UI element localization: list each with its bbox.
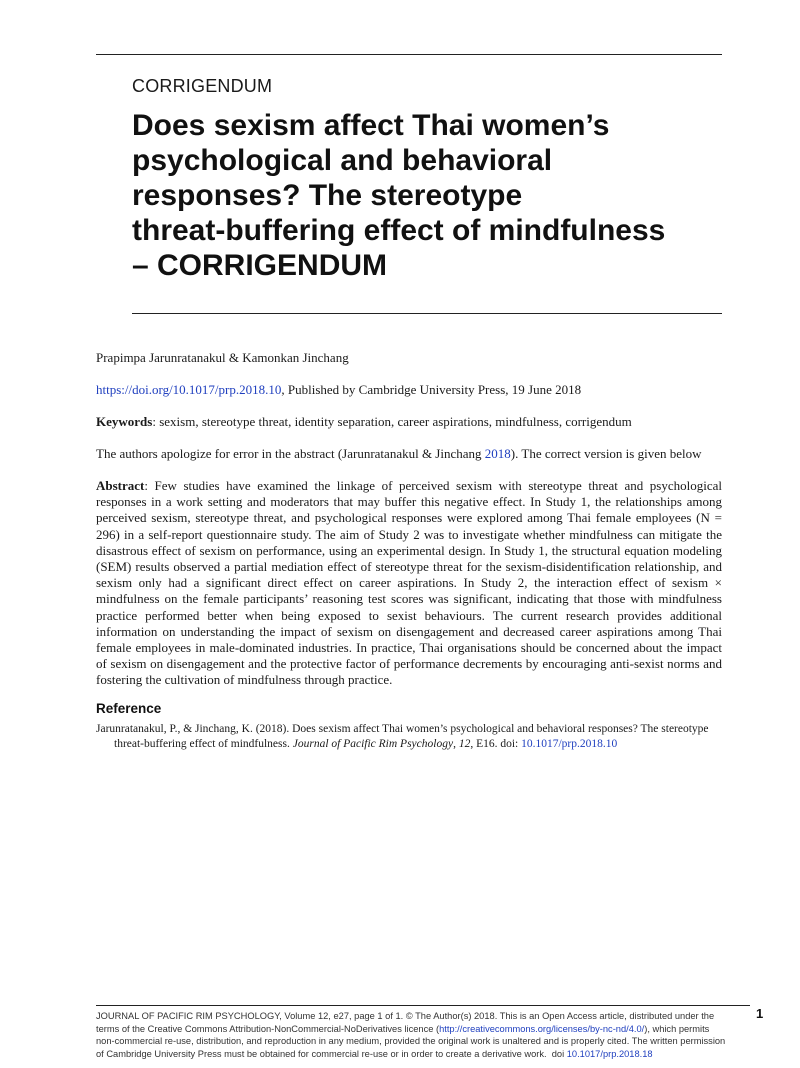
apology-text-end: ). The correct version is given below [510, 446, 702, 461]
reference-volume: 12 [458, 737, 471, 750]
reference-entry [96, 722, 722, 751]
reference-separator: , [453, 737, 459, 750]
reference-journal: Journal of Pacific Rim Psychology [292, 737, 454, 750]
article-title [132, 108, 732, 283]
publication-info [96, 382, 581, 398]
keywords [96, 414, 632, 430]
citation-year-link[interactable]: 2018 [484, 446, 511, 461]
footer-doi-link[interactable]: 10.1017/prp.2018.18 [566, 1048, 653, 1059]
abstract-label: Abstract [96, 478, 145, 493]
article-doi-link[interactable]: https://doi.org/10.1017/prp.2018.10 [96, 382, 282, 397]
reference-heading: Reference [96, 701, 162, 716]
footer-text-start: JOURNAL OF PACIFIC RIM PSYCHOLOGY, Volume 12, e27, page 1 of 1. © The Author(s) 2018. This is an Open Access article, distributed under the terms of the Creative Commons Attribution-NonCommercial-NoDerivatives licence ( [96, 1011, 715, 1034]
reference-doi-link[interactable]: 10.1017/prp.2018.10 [521, 737, 618, 750]
footer-license [96, 1010, 728, 1060]
title-line: – CORRIGENDUM [132, 249, 388, 282]
title-line: responses? The stereotype [132, 179, 523, 212]
title-line: Does sexism affect Thai women’s [132, 109, 610, 142]
publication-details: , Published by Cambridge University Press, 19 June 2018 [281, 382, 582, 397]
page-number: 1 [756, 1006, 764, 1021]
reference-pages: , E16. doi: [470, 737, 522, 750]
footer-doi-label: doi [551, 1048, 567, 1059]
abstract [96, 478, 722, 689]
apology-text-start: The authors apologize for error in the abstract (Jarunratanakul & Jinchang [96, 446, 485, 461]
title-divider [132, 313, 722, 314]
article-type-label: CORRIGENDUM [132, 76, 273, 96]
apology-statement [96, 446, 702, 462]
author-list: Prapimpa Jarunratanakul & Kamonkan Jinchang [96, 350, 349, 365]
keywords-text: : sexism, stereotype threat, identity separation, career aspirations, mindfulness, corrigendum [152, 414, 632, 429]
title-line: threat-buffering effect of mindfulness [132, 214, 666, 247]
reference-authors-title: Jarunratanakul, P., & Jinchang, K. (2018). Does sexism affect Thai women’s psychological and behavioral responses? The stereotype threat-buffering effect of mindfulness. [96, 723, 709, 750]
keywords-label: Keywords [96, 414, 153, 429]
top-divider [96, 54, 722, 55]
title-line: psychological and behavioral [132, 144, 553, 177]
footer-text-end: ), which permits non-commercial re-use, distribution, and reproduction in any medium, provided the original work is unaltered and is properly cited. The written permission of Cambridge University Press must be obtained for commercial re-use or in order to create a derivative work. [96, 1023, 726, 1059]
license-link[interactable]: http://creativecommons.org/licenses/by-nc-nd/4.0/ [439, 1023, 645, 1034]
abstract-text: : Few studies have examined the linkage of perceived sexism with stereotype threat and psychological responses in a work setting and moderators that may buffer this negative effect. In Study 1, the relationships among perceived sexism, stereotype threat, and psychological responses were explored among Thai female employees (N = 296) in a self-report questionnaire study. The aim of Study 2 was to investigate whether mindfulness can mitigate the disastrous effect of sexism on performance, using an experimental design. In Study 1, the structural equation modeling (SEM) results observed a partial mediation effect of stereotype threat for the sexism-disidentification relationship, and sexism only had a significant direct effect on career aspirations. In Study 2, the interaction effect of sexism × mindfulness on the female participants’ reasoning test scores was significant, indicating that those with mindfulness practice performed better when being exposed to sexist behaviours. The current research provides additional information on understanding the impact of sexism on disengagement and decreased career aspirations among Thai female employees in male-dominated industries. In practice, Thai organisations should be concerned about the impact of sexism on disengagement and the protective factor of performance decrements by encouraging anti-sexist norms and fostering the cultivation of mindfulness through practice. [96, 478, 722, 688]
footer-divider [96, 1005, 750, 1006]
